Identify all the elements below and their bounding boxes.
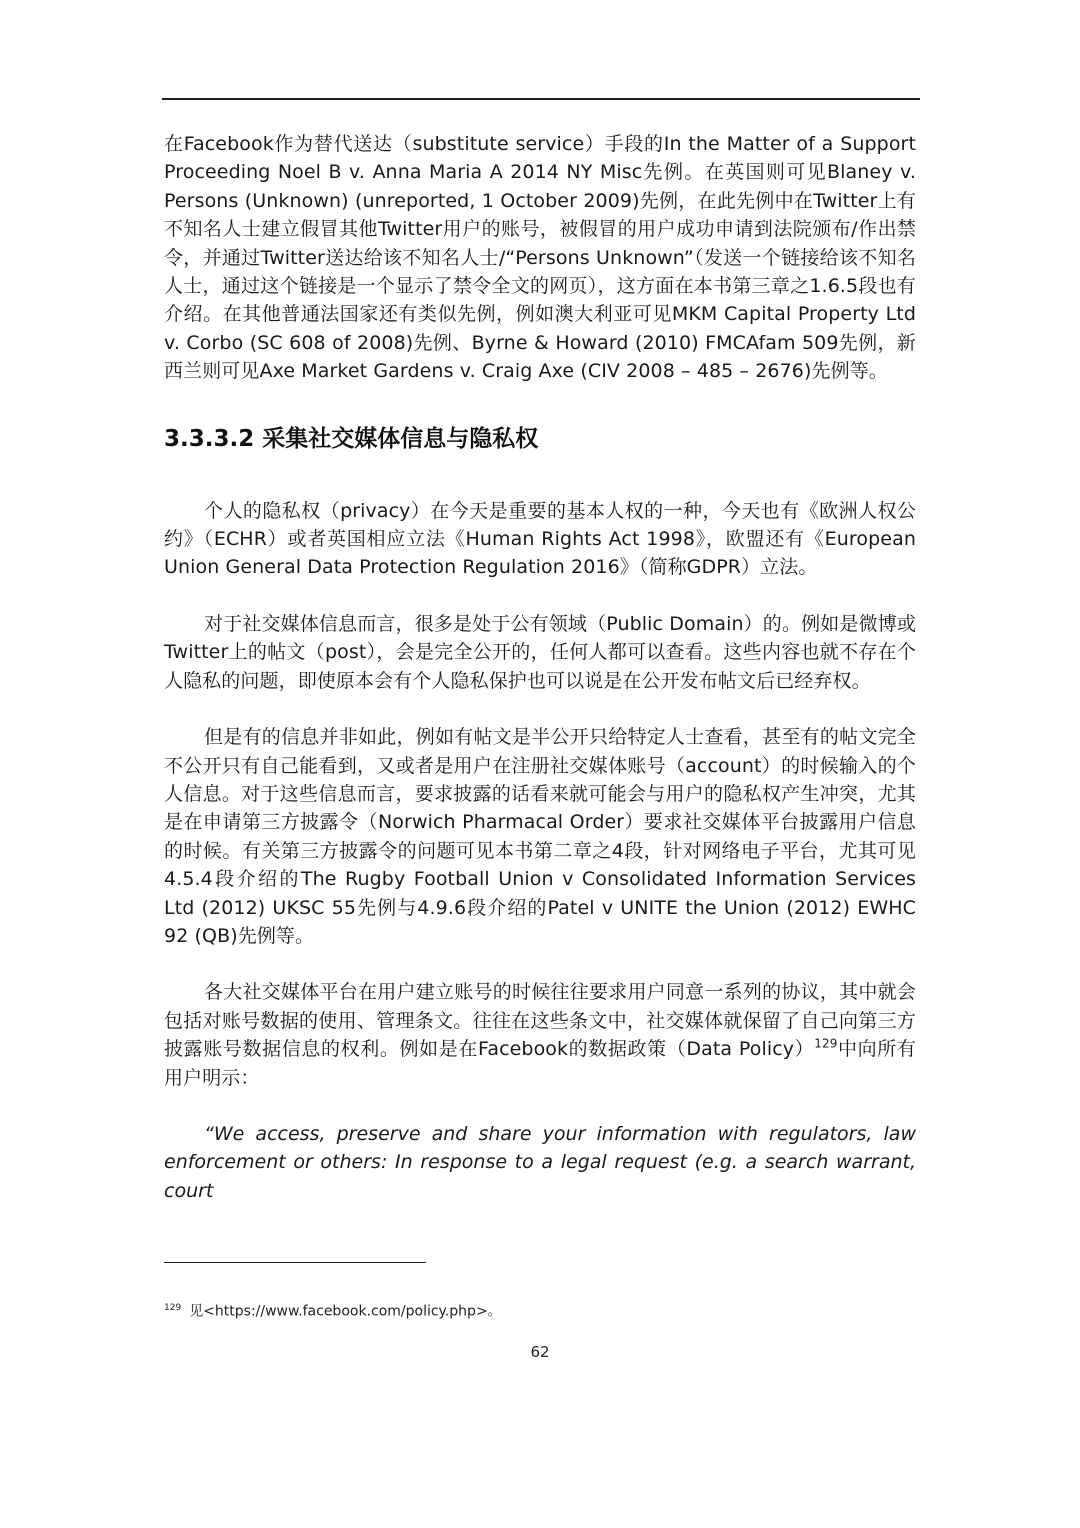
footnote-reference: 129 bbox=[814, 1036, 838, 1051]
page-number: 62 bbox=[530, 1343, 550, 1361]
paragraph-data-policy-tail: 中向所有用户明示： bbox=[164, 1038, 916, 1089]
footnote bbox=[164, 1298, 502, 1322]
block-quote: “We access, preserve and share your information with regulators, law enforcement or others: In response to a legal request (e.g. a search warrant, court bbox=[164, 1122, 916, 1202]
paragraph-data-policy bbox=[164, 978, 916, 1092]
header-rule bbox=[162, 98, 920, 100]
footnote-mark: 129 bbox=[164, 1303, 182, 1313]
footnote-separator bbox=[164, 1262, 426, 1263]
paragraph-public-domain: 对于社交媒体信息而言，很多是处于公有领域（Public Domain）的。例如是微博或Twitter上的帖文（post），会是完全公开的，任何人都可以查看。这些内容也就不存在个人隐私的问题，即使原本会有个人隐私保护也可以说是在公开发布帖文后已经弃权。 bbox=[164, 612, 916, 692]
section-heading: 3.3.3.2 采集社交媒体信息与隐私权 bbox=[164, 425, 539, 452]
paragraph-privacy-rights: 个人的隐私权（privacy）在今天是重要的基本人权的一种，今天也有《欧洲人权公约》（ECHR）或者英国相应立法《Human Rights Act 1998》，欧盟还有《European Union General Data Protection Regulation 2016》（简称GDPR）立法。 bbox=[164, 499, 916, 579]
paragraph-private-info: 但是有的信息并非如此，例如有帖文是半公开只给特定人士查看，甚至有的帖文完全不公开只有自己能看到，又或者是用户在注册社交媒体账号（account）的时候输入的个人信息。对于这些信息而言，要求披露的话看来就可能会与用户的隐私权产生冲突，尤其是在申请第三方披露令（Norwich Pharmacal Order）要求社交媒体平台披露用户信息的时候。有关第三方披露令的问题可见本书第二章之4段，针对网络电子平台，尤其可见4.5.4段介绍的The Rugby Football Union v Consolidated Information Services Ltd (2012) UKSC 55先例与4.9.6段介绍的Patel v UNITE the Union (2012) EWHC 92 (QB)先例等。 bbox=[164, 726, 916, 947]
page-body bbox=[164, 130, 916, 1205]
footnote-text: 见<https://www.facebook.com/policy.php>。 bbox=[189, 1303, 502, 1320]
paragraph-data-policy-text: 各大社交媒体平台在用户建立账号的时候往往要求用户同意一系列的协议，其中就会包括对账号数据的使用、管理条文。往往在这些条文中，社交媒体就保留了自己向第三方披露账号数据信息的权利。例如是在Facebook的数据政策（Data Policy） bbox=[164, 981, 916, 1061]
paragraph-precedents: 在Facebook作为替代送达（substitute service）手段的In the Matter of a Support Proceeding Noel B v. Anna Maria A 2014 NY Misc先例。在英国则可见Blaney v. Persons (Unknown) (unreported, 1 October 2009)先例，在此先例中在Twitter上有不知名人士建立假冒其他Twitter用户的账号，被假冒的用户成功申请到法院颁布/作出禁令，并通过Twitter送达给该不知名人士/“Persons Unknown”（发送一个链接给该不知名人士，通过这个链接是一个显示了禁令全文的网页），这方面在本书第三章之1.6.5段也有介绍。在其他普通法国家还有类似先例，例如澳大利亚可见MKM Capital Property Ltd v. Corbo (SC 608 of 2008)先例、Byrne & Howard (2010) FMCAfam 509先例，新西兰则可见Axe Market Gardens v. Craig Axe (CIV 2008 – 485 – 2676)先例等。 bbox=[164, 133, 916, 383]
